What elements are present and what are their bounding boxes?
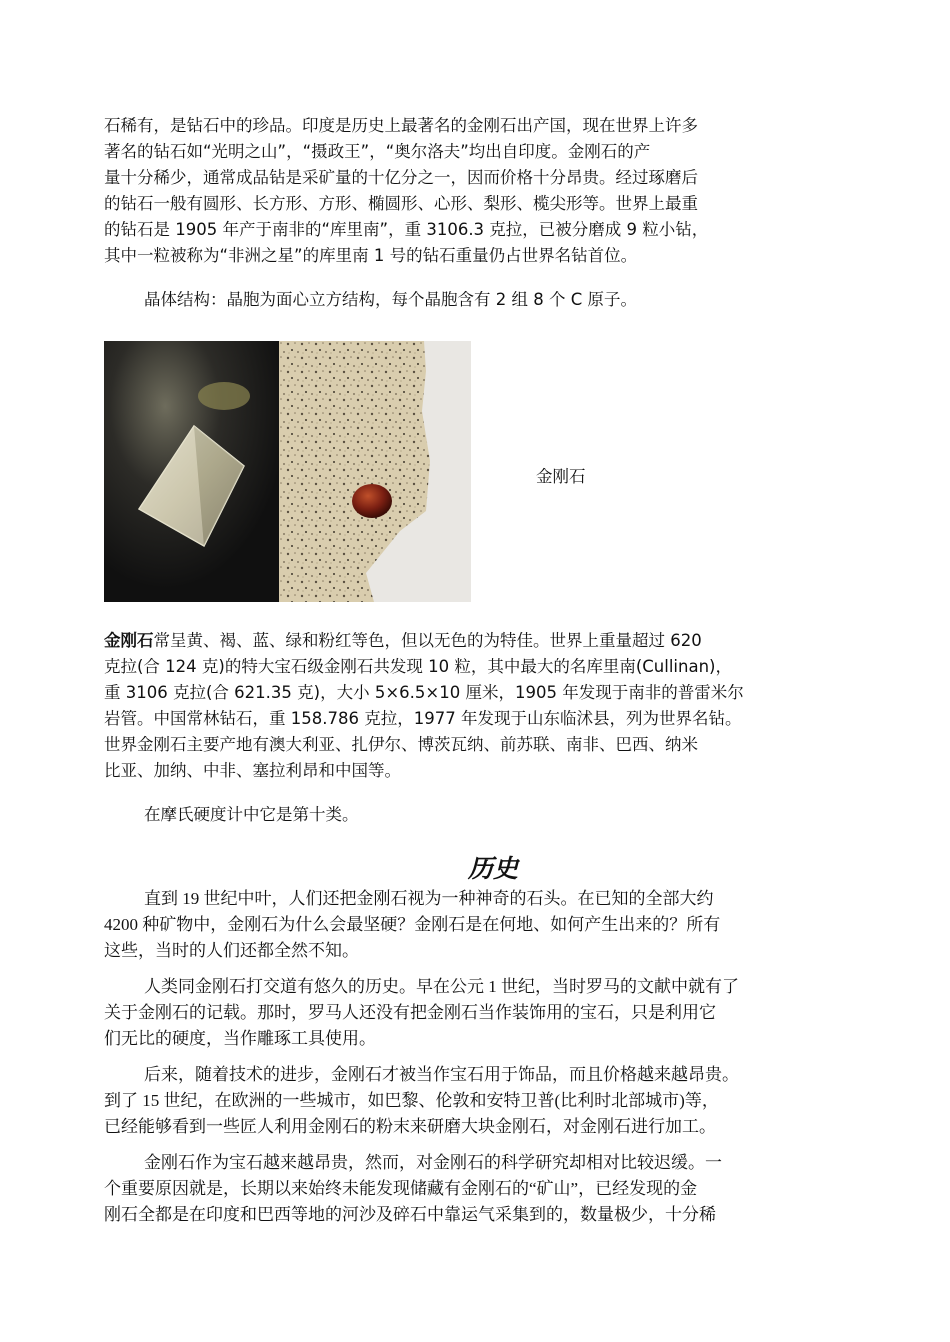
text-line: 后来，随着技术的进步，金刚石才被当作宝石用于饰品，而且价格越来越昂贵。 xyxy=(144,1065,739,1084)
diamond-photo-illustration xyxy=(104,341,471,602)
history-paragraph-3 xyxy=(104,1062,864,1140)
text-line: 到了 15 世纪，在欧洲的一些城市，如巴黎、伦敦和安特卫普(比利时北部城市)等， xyxy=(104,1091,719,1110)
text-line: 金刚石作为宝石越来越昂贵，然而，对金刚石的科学研究却相对比较迟缓。一 xyxy=(144,1153,722,1172)
text-span: 常呈黄、褐、蓝、绿和粉红等色，但以无色的为特佳。世界上重量超过 620 xyxy=(153,631,702,650)
intro-paragraph xyxy=(104,113,864,269)
text-line: 已经能够看到一些匠人利用金刚石的粉末来研磨大块金刚石，对金刚石进行加工。 xyxy=(104,1117,716,1136)
history-paragraph-4 xyxy=(104,1150,864,1228)
text-line: 比亚、加纳、中非、塞拉利昂和中国等。 xyxy=(104,761,401,780)
section-heading-history: 历史 xyxy=(468,856,519,883)
history-paragraph-2 xyxy=(104,974,864,1052)
text-line: 在摩氏硬度计中它是第十类。 xyxy=(144,805,359,824)
text-line: 4200 种矿物中，金刚石为什么会最坚硬？金刚石是在何地、如何产生出来的？所有 xyxy=(104,915,721,934)
text-line: 直到 19 世纪中叶，人们还把金刚石视为一种神奇的石头。在已知的全部大约 xyxy=(144,889,714,908)
text-line: 岩管。中国常林钻石，重 158.786 克拉，1977 年发现于山东临沭县，列为世界名钻。 xyxy=(104,709,742,728)
figure-caption: 金刚石 xyxy=(536,467,586,486)
text-line: 世界金刚石主要产地有澳大利亚、扎伊尔、博茨瓦纳、前苏联、南非、巴西、纳米 xyxy=(104,735,698,754)
text-line xyxy=(104,628,864,654)
crystal-structure-paragraph xyxy=(104,287,864,313)
text-line: 著名的钻石如“光明之山”，“摄政王”，“奥尔洛夫”均出自印度。金刚石的产 xyxy=(104,142,651,161)
text-line: 人类同金刚石打交道有悠久的历史。早在公元 1 世纪，当时罗马的文献中就有了 xyxy=(144,977,739,996)
diamond-photo xyxy=(104,341,471,602)
text-line: 的钻石一般有圆形、长方形、方形、椭圆形、心形、梨形、榄尖形等。世界上最重 xyxy=(104,194,698,213)
text-line: 量十分稀少，通常成品钻是采矿量的十亿分之一，因而价格十分昂贵。经过琢磨后 xyxy=(104,168,698,187)
text-line: 的钻石是 1905 年产于南非的“库里南”，重 3106.3 克拉，已被分磨成 9 粒小钻， xyxy=(104,220,709,239)
colors-paragraph xyxy=(104,628,864,784)
hardness-paragraph xyxy=(104,802,864,828)
text-line: 刚石全都是在印度和巴西等地的河沙及碎石中靠运气采集到的，数量极少，十分稀 xyxy=(104,1205,716,1224)
text-line: 其中一粒被称为“非洲之星”的库里南 1 号的钻石重量仍占世界名钻首位。 xyxy=(104,246,638,265)
text-line: 克拉(合 124 克)的特大宝石级金刚石共发现 10 粒，其中最大的名库里南(Cullinan)， xyxy=(104,657,732,676)
text-line: 们无比的硬度，当作雕琢工具使用。 xyxy=(104,1029,376,1048)
text-line: 这些，当时的人们还都全然不知。 xyxy=(104,941,359,960)
text-line: 石稀有，是钻石中的珍品。印度是历史上最著名的金刚石出产国，现在世界上许多 xyxy=(104,116,698,135)
text-line: 个重要原因就是，长期以来始终未能发现储藏有金刚石的“矿山”，已经发现的金 xyxy=(104,1179,698,1198)
history-paragraph-1 xyxy=(104,886,864,964)
text-line: 晶体结构：晶胞为面心立方结构，每个晶胞含有 2 组 8 个 C 原子。 xyxy=(144,290,637,309)
text-line: 关于金刚石的记载。那时，罗马人还没有把金刚石当作装饰用的宝石，只是利用它 xyxy=(104,1003,716,1022)
lead-term: 金刚石 xyxy=(104,631,154,650)
text-line: 重 3106 克拉(合 621.35 克)，大小 5×6.5×10 厘米，1905 年发现于南非的普雷米尔 xyxy=(104,683,744,702)
